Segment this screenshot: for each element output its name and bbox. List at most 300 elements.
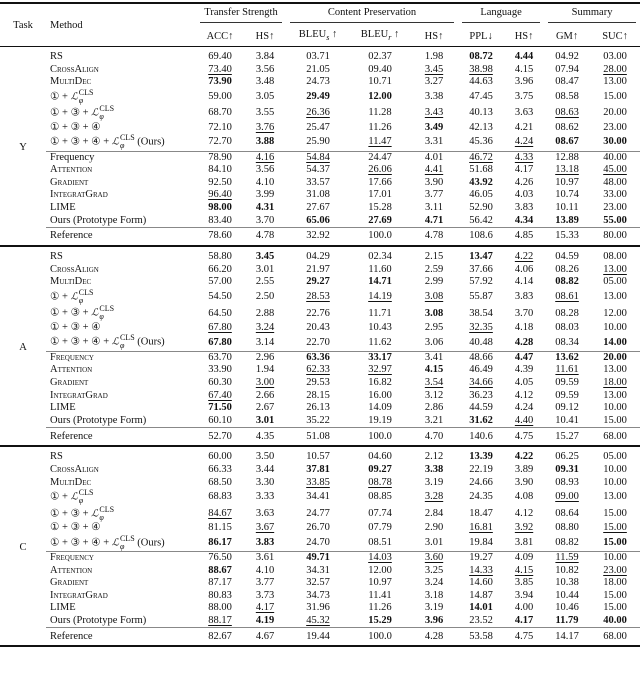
value: 46.05 bbox=[469, 189, 493, 201]
value: 4.10 bbox=[255, 564, 275, 576]
value: 65.06 bbox=[306, 214, 330, 226]
value: 49.71 bbox=[306, 551, 330, 563]
value-cell bbox=[590, 577, 640, 590]
method-name bbox=[46, 264, 196, 277]
value: 30.00 bbox=[603, 136, 627, 148]
value-cell bbox=[350, 202, 410, 215]
method-name bbox=[46, 377, 196, 390]
task-label: C bbox=[0, 446, 46, 646]
value-cell bbox=[544, 602, 590, 615]
value-cell bbox=[350, 522, 410, 535]
value: 09.27 bbox=[368, 463, 392, 475]
value: 11.28 bbox=[368, 107, 392, 119]
value-cell bbox=[544, 415, 590, 428]
value: 08.26 bbox=[555, 263, 579, 275]
method-label: ① + bbox=[50, 491, 71, 503]
value-cell bbox=[544, 64, 590, 77]
value: 3.06 bbox=[424, 336, 444, 348]
value: 25.90 bbox=[306, 136, 330, 148]
value-cell bbox=[410, 177, 458, 190]
value-cell bbox=[544, 322, 590, 335]
value: 33.57 bbox=[306, 176, 330, 188]
value: 88.00 bbox=[208, 602, 232, 614]
value: 11.47 bbox=[368, 136, 392, 148]
value-cell bbox=[544, 76, 590, 89]
value: 3.08 bbox=[424, 307, 444, 319]
value: 26.36 bbox=[306, 107, 330, 119]
value-cell bbox=[458, 276, 504, 289]
value: 55.00 bbox=[603, 214, 627, 226]
value: 73.40 bbox=[208, 63, 232, 75]
value-cell bbox=[410, 602, 458, 615]
table-row bbox=[0, 122, 640, 135]
value: 3.01 bbox=[255, 263, 275, 275]
value: 88.67 bbox=[208, 564, 232, 576]
value-cell bbox=[244, 565, 286, 578]
value: 44.63 bbox=[469, 76, 493, 88]
value-cell bbox=[196, 428, 244, 447]
value-cell bbox=[244, 535, 286, 552]
value-cell bbox=[244, 76, 286, 89]
value-cell bbox=[196, 377, 244, 390]
value: 22.19 bbox=[469, 463, 493, 475]
value-cell bbox=[196, 535, 244, 552]
col-acc: ACC↑ bbox=[196, 26, 244, 47]
value: 62.33 bbox=[306, 364, 330, 376]
value: 25.47 bbox=[306, 121, 330, 133]
table-row bbox=[0, 322, 640, 335]
value: 3.24 bbox=[424, 577, 444, 589]
value-cell bbox=[410, 164, 458, 177]
value-cell bbox=[504, 590, 544, 603]
value-cell bbox=[244, 64, 286, 77]
value-cell bbox=[458, 402, 504, 415]
value: 76.50 bbox=[208, 551, 232, 563]
value-cell bbox=[286, 215, 350, 228]
value-cell bbox=[410, 415, 458, 428]
method-name bbox=[46, 615, 196, 628]
value: 4.31 bbox=[255, 201, 275, 213]
loss-sub: φ bbox=[78, 295, 84, 305]
method-name bbox=[46, 551, 196, 564]
value-cell bbox=[286, 334, 350, 351]
table-row bbox=[0, 415, 640, 428]
value: 12.88 bbox=[555, 151, 579, 163]
method-name bbox=[46, 565, 196, 578]
table-row bbox=[0, 577, 640, 590]
value-cell bbox=[544, 522, 590, 535]
loss-scripts bbox=[120, 134, 135, 150]
value: 04.92 bbox=[555, 51, 579, 62]
value-cell bbox=[544, 289, 590, 305]
value-cell bbox=[590, 506, 640, 522]
method-name bbox=[46, 228, 196, 247]
value: 08.51 bbox=[368, 536, 392, 548]
value-cell bbox=[350, 428, 410, 447]
value: 4.78 bbox=[255, 230, 275, 242]
value-cell bbox=[350, 351, 410, 364]
value: 3.01 bbox=[424, 536, 444, 548]
value-cell bbox=[458, 565, 504, 578]
value-cell bbox=[590, 390, 640, 403]
table-row bbox=[0, 535, 640, 552]
table-row bbox=[0, 464, 640, 477]
value: 3.83 bbox=[255, 536, 275, 548]
value-cell bbox=[544, 334, 590, 351]
value: 86.17 bbox=[208, 536, 232, 548]
value-cell bbox=[458, 364, 504, 377]
header-method: Method bbox=[46, 3, 196, 47]
value: 13.00 bbox=[603, 263, 627, 275]
value: 3.43 bbox=[424, 107, 444, 119]
value-cell bbox=[544, 565, 590, 578]
value: 10.74 bbox=[555, 189, 579, 201]
col-bleu-s bbox=[286, 26, 350, 47]
col-hs-content: HS↑ bbox=[410, 26, 458, 47]
value-cell bbox=[350, 464, 410, 477]
value: 33.90 bbox=[208, 364, 232, 376]
value: 4.41 bbox=[424, 164, 444, 176]
value: 3.19 bbox=[424, 476, 444, 488]
value-cell bbox=[244, 364, 286, 377]
value-cell bbox=[458, 264, 504, 277]
value-cell bbox=[458, 446, 504, 464]
value: 09.12 bbox=[555, 402, 579, 414]
loss-sup: CLS bbox=[99, 304, 115, 314]
table-row bbox=[0, 246, 640, 264]
value: 14.01 bbox=[469, 602, 493, 614]
method-label: ① + bbox=[50, 291, 71, 303]
method-label: ① + ③ + ④ + bbox=[50, 336, 112, 348]
value-cell bbox=[458, 464, 504, 477]
value-cell bbox=[244, 105, 286, 121]
value-cell bbox=[410, 89, 458, 105]
value: 4.03 bbox=[514, 189, 534, 201]
value: 4.17 bbox=[514, 164, 534, 176]
table-row bbox=[0, 164, 640, 177]
value: 23.00 bbox=[603, 201, 627, 213]
value-cell bbox=[504, 489, 544, 505]
value: 140.6 bbox=[469, 430, 493, 442]
value: 3.90 bbox=[424, 176, 444, 188]
value: 22.70 bbox=[306, 336, 330, 348]
method-label: Gradient bbox=[50, 577, 89, 589]
value: 100.0 bbox=[368, 230, 392, 242]
table-row bbox=[0, 390, 640, 403]
value-cell bbox=[350, 246, 410, 264]
method-label: RS bbox=[50, 451, 63, 463]
method-name bbox=[46, 364, 196, 377]
value-cell bbox=[244, 276, 286, 289]
method-label: Attention bbox=[50, 564, 93, 576]
value: 51.08 bbox=[306, 430, 330, 442]
loss-sub: φ bbox=[99, 312, 104, 322]
col-suc: SUC↑ bbox=[590, 26, 640, 47]
value-cell bbox=[286, 164, 350, 177]
value: 34.73 bbox=[306, 589, 330, 601]
value: 13.00 bbox=[603, 76, 627, 88]
value: 4.12 bbox=[514, 389, 534, 401]
value-cell bbox=[504, 177, 544, 190]
value-cell bbox=[286, 122, 350, 135]
value-cell bbox=[410, 105, 458, 121]
value-cell bbox=[410, 202, 458, 215]
value-cell bbox=[286, 76, 350, 89]
value-cell bbox=[544, 189, 590, 202]
method-name bbox=[46, 246, 196, 264]
value: 3.19 bbox=[424, 602, 444, 614]
loss-sup: CLS bbox=[78, 488, 94, 498]
value: 2.99 bbox=[424, 276, 444, 288]
value-cell bbox=[590, 565, 640, 578]
value-cell bbox=[590, 76, 640, 89]
value: 3.63 bbox=[255, 507, 275, 519]
value: 64.50 bbox=[208, 307, 232, 319]
value: 33.85 bbox=[306, 476, 330, 488]
value-cell bbox=[590, 189, 640, 202]
value: 60.10 bbox=[208, 414, 232, 426]
value-cell bbox=[458, 551, 504, 564]
value-cell bbox=[544, 215, 590, 228]
value-cell bbox=[350, 390, 410, 403]
value-cell bbox=[196, 351, 244, 364]
method-name bbox=[46, 446, 196, 464]
value: 2.96 bbox=[255, 351, 275, 363]
value-cell bbox=[286, 577, 350, 590]
loss-sup: CLS bbox=[78, 87, 94, 97]
value-cell bbox=[544, 390, 590, 403]
value: 34.31 bbox=[306, 564, 330, 576]
value-cell bbox=[504, 522, 544, 535]
value-cell bbox=[410, 122, 458, 135]
method-suffix: (Ours) bbox=[134, 536, 165, 548]
value: 3.24 bbox=[255, 321, 275, 333]
value-cell bbox=[590, 264, 640, 277]
value-cell bbox=[350, 535, 410, 552]
value-cell bbox=[196, 246, 244, 264]
method-label: Frequency bbox=[50, 351, 94, 363]
value: 10.46 bbox=[555, 602, 579, 614]
value-cell bbox=[286, 602, 350, 615]
method-label: Attention bbox=[50, 164, 93, 176]
method-label: ① + ③ + ④ + bbox=[50, 136, 112, 148]
value-cell bbox=[590, 402, 640, 415]
value-cell bbox=[350, 89, 410, 105]
value: 16.81 bbox=[469, 521, 493, 533]
value-cell bbox=[544, 202, 590, 215]
value: 78.90 bbox=[208, 151, 232, 163]
table-row bbox=[0, 506, 640, 522]
value: 45.36 bbox=[469, 136, 493, 148]
value: 3.05 bbox=[255, 90, 275, 102]
table-row bbox=[0, 134, 640, 151]
value-cell bbox=[590, 351, 640, 364]
value: 3.54 bbox=[424, 376, 444, 388]
value: 18.47 bbox=[469, 507, 493, 519]
value-cell bbox=[590, 164, 640, 177]
value: 08.64 bbox=[555, 507, 579, 519]
value: 19.27 bbox=[469, 551, 493, 563]
value: 14.33 bbox=[469, 564, 493, 576]
value-cell bbox=[410, 489, 458, 505]
value: 83.40 bbox=[208, 214, 232, 226]
loss-sub: φ bbox=[119, 141, 125, 151]
value-cell bbox=[196, 305, 244, 321]
value: 14.09 bbox=[368, 402, 392, 414]
value-cell bbox=[504, 246, 544, 264]
value-cell bbox=[350, 305, 410, 321]
value: 63.36 bbox=[306, 351, 330, 363]
loss-scripts bbox=[99, 305, 114, 321]
value: 08.03 bbox=[555, 321, 579, 333]
arrow: ↑ bbox=[393, 29, 400, 41]
value-cell bbox=[286, 551, 350, 564]
value-cell bbox=[196, 390, 244, 403]
value-cell bbox=[544, 122, 590, 135]
value: 63.70 bbox=[208, 351, 232, 363]
value: 20.00 bbox=[603, 351, 627, 363]
value: 07.94 bbox=[555, 63, 579, 75]
loss-symbol: ℒ bbox=[111, 536, 119, 548]
value-cell bbox=[196, 322, 244, 335]
value: 35.22 bbox=[306, 414, 330, 426]
value-cell bbox=[410, 334, 458, 351]
value: 14.00 bbox=[603, 336, 627, 348]
method-label: MultiDec bbox=[50, 476, 92, 488]
value-cell bbox=[196, 402, 244, 415]
value-cell bbox=[590, 615, 640, 628]
table-row bbox=[0, 446, 640, 464]
value: 3.50 bbox=[255, 451, 275, 463]
table-row bbox=[0, 551, 640, 564]
loss-scripts bbox=[79, 489, 94, 505]
value-cell bbox=[244, 602, 286, 615]
table-row bbox=[0, 615, 640, 628]
value: 28.00 bbox=[603, 63, 627, 75]
value: 92.50 bbox=[208, 176, 232, 188]
value-cell bbox=[410, 464, 458, 477]
value-cell bbox=[458, 164, 504, 177]
value-cell bbox=[504, 577, 544, 590]
value-cell bbox=[244, 202, 286, 215]
value: 06.25 bbox=[555, 451, 579, 463]
value: 3.08 bbox=[424, 291, 444, 303]
value: 02.34 bbox=[368, 251, 392, 263]
value: 3.85 bbox=[514, 577, 534, 589]
value: 4.71 bbox=[424, 214, 444, 226]
value: 23.00 bbox=[603, 564, 627, 576]
value-cell bbox=[410, 189, 458, 202]
method-label: Attention bbox=[50, 364, 93, 376]
value-cell bbox=[196, 64, 244, 77]
loss-scripts bbox=[79, 289, 94, 305]
value: 3.94 bbox=[514, 589, 534, 601]
method-label: MultiDec bbox=[50, 76, 92, 88]
value-cell bbox=[544, 89, 590, 105]
value: 3.14 bbox=[255, 336, 275, 348]
value-cell bbox=[286, 628, 350, 647]
value-cell bbox=[350, 164, 410, 177]
value: 15.00 bbox=[603, 507, 627, 519]
value-cell bbox=[350, 322, 410, 335]
value-cell bbox=[458, 189, 504, 202]
value-cell bbox=[504, 47, 544, 64]
value-cell bbox=[286, 202, 350, 215]
value: 68.00 bbox=[603, 430, 627, 442]
loss-sup: CLS bbox=[119, 333, 135, 343]
value-cell bbox=[458, 615, 504, 628]
value-cell bbox=[286, 134, 350, 151]
value-cell bbox=[590, 428, 640, 447]
value: 68.70 bbox=[208, 107, 232, 119]
value-cell bbox=[504, 76, 544, 89]
method-name bbox=[46, 428, 196, 447]
value: 11.60 bbox=[368, 263, 392, 275]
value: 02.37 bbox=[368, 51, 392, 62]
value-cell bbox=[286, 189, 350, 202]
value: 13.00 bbox=[603, 491, 627, 503]
value-cell bbox=[410, 551, 458, 564]
value: 3.45 bbox=[424, 63, 444, 75]
method-name bbox=[46, 602, 196, 615]
loss-scripts bbox=[99, 506, 114, 522]
table-row bbox=[0, 177, 640, 190]
table-row bbox=[0, 602, 640, 615]
value: 08.78 bbox=[368, 476, 392, 488]
value: 17.01 bbox=[368, 189, 392, 201]
value-cell bbox=[196, 189, 244, 202]
value: 11.71 bbox=[368, 307, 392, 319]
value-cell bbox=[244, 334, 286, 351]
value: 40.13 bbox=[469, 107, 493, 119]
value: 4.35 bbox=[255, 430, 275, 442]
value-cell bbox=[196, 615, 244, 628]
value-cell bbox=[458, 64, 504, 77]
value-cell bbox=[590, 134, 640, 151]
value: 3.18 bbox=[424, 589, 444, 601]
table-body bbox=[0, 47, 640, 647]
value-cell bbox=[590, 122, 640, 135]
value: 15.00 bbox=[603, 414, 627, 426]
value: 78.60 bbox=[208, 230, 232, 242]
loss-sup: CLS bbox=[78, 287, 94, 297]
value: 3.96 bbox=[424, 614, 444, 626]
loss-scripts bbox=[99, 105, 114, 121]
value: 37.66 bbox=[469, 263, 493, 275]
value: 24.77 bbox=[306, 507, 330, 519]
value: 13.62 bbox=[555, 351, 579, 363]
value: 4.24 bbox=[514, 136, 534, 148]
value-cell bbox=[458, 89, 504, 105]
value: 4.18 bbox=[514, 321, 534, 333]
method-label: Gradient bbox=[50, 376, 89, 388]
value-cell bbox=[544, 264, 590, 277]
value: 4.06 bbox=[514, 263, 534, 275]
value-cell bbox=[458, 334, 504, 351]
value-cell bbox=[590, 177, 640, 190]
value: 09.00 bbox=[555, 491, 579, 503]
method-name bbox=[46, 76, 196, 89]
value: 52.70 bbox=[208, 430, 232, 442]
table-row bbox=[0, 151, 640, 164]
value: 27.67 bbox=[306, 201, 330, 213]
table-row bbox=[0, 64, 640, 77]
value-cell bbox=[410, 535, 458, 552]
value-cell bbox=[286, 64, 350, 77]
value: 3.30 bbox=[255, 476, 275, 488]
reference-row bbox=[0, 628, 640, 647]
value-cell bbox=[458, 105, 504, 121]
